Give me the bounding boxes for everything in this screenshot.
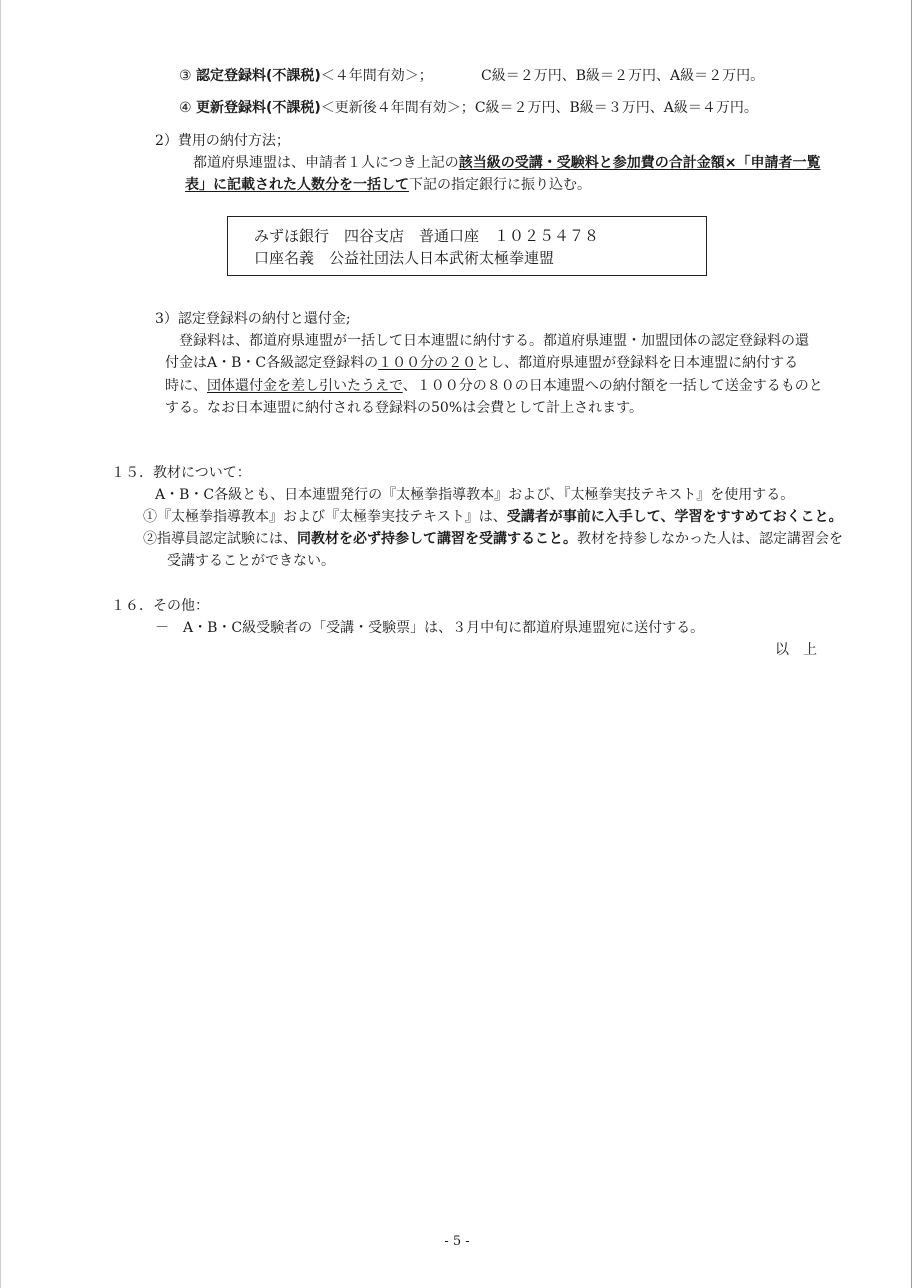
refund-line-2-text-after: とし、都道府県連盟が登録料を日本連盟に納付する xyxy=(476,355,799,371)
refund-line-2-text: 付金はA・B・C各級認定登録料の xyxy=(165,355,379,371)
fee-item-4-amounts: C級＝２万円、B級＝３万円、A級＝４万円。 xyxy=(474,100,758,116)
refund-heading: 3）認定登録料の納付と還付金; xyxy=(155,311,351,327)
payment-line-2-text: 下記の指定銀行に振り込む。 xyxy=(409,177,591,193)
fee-item-4-marker: ④ xyxy=(179,100,192,116)
section-15-line-3-text: ②指導員認定試験には、 xyxy=(143,531,297,547)
payment-line-2 xyxy=(185,175,591,195)
payment-line-2-emphasis: 表」に記載された人数分を一括して xyxy=(185,177,409,193)
refund-line-1: 登録料は、都道府県連盟が一括して日本連盟に納付する。都道府県連盟・加盟団体の認定登録料の還 xyxy=(179,333,809,349)
page-number: - 5 - xyxy=(444,1234,470,1249)
refund-line-3 xyxy=(165,376,823,396)
bank-account-box xyxy=(227,216,707,276)
fee-item-3-validity: ＜４年間有効＞； xyxy=(320,68,433,84)
closing-mark: 以 上 xyxy=(775,642,817,658)
fee-item-4-label: 更新登録料(不課税) xyxy=(196,100,321,116)
payment-line-1-text: 都道府県連盟は、申請者１人につき上記の xyxy=(193,155,459,171)
section-15-line-3-emphasis: 同教材を必ず持参して講習を受講すること。 xyxy=(297,531,577,547)
section-15-line-4: 受講することができない。 xyxy=(167,553,335,569)
section-16-line-1: － A・B・C級受験者の「受講・受験票」は、３月中旬に都道府県連盟宛に送付する。 xyxy=(155,620,705,636)
section-15-line-2-text: ①『太極拳指導教本』および『太極拳実技テキスト』は、 xyxy=(143,509,507,525)
fee-item-3-marker: ③ xyxy=(179,68,192,84)
refund-line-4: する。なお日本連盟に納付される登録料の50%は会費として計上されます。 xyxy=(165,400,643,416)
fee-item-4 xyxy=(179,98,758,118)
refund-line-2-underlined: １００分の２０ xyxy=(378,355,477,371)
refund-line-3-text-after: 、１００分の８０の日本連盟への納付額を一括して送金するものと xyxy=(402,378,823,394)
refund-line-3-underlined: 団体還付金を差し引いたうえで xyxy=(207,378,403,394)
section-15-line-3-text-after: 教材を持参しなかった人は、認定講習会を xyxy=(577,531,843,547)
refund-line-2 xyxy=(165,353,798,373)
bank-account-line: みずほ銀行 四谷支店 普通口座 １０２５４７８ xyxy=(254,227,600,245)
refund-line-3-text: 時に、 xyxy=(165,378,207,394)
payment-line-1 xyxy=(193,153,820,173)
fee-item-4-validity: ＜更新後４年間有効＞； xyxy=(320,100,475,116)
bank-holder-line: 口座名義 公益社団法人日本武術太極拳連盟 xyxy=(254,249,555,267)
section-15-heading: １５．教材について： xyxy=(111,465,251,481)
payment-line-1-emphasis: 該当級の受講・受験料と参加費の合計金額×「申請者一覧 xyxy=(458,155,821,171)
section-15-line-2 xyxy=(143,507,843,527)
fee-item-3 xyxy=(179,66,433,86)
section-16-heading: １６．その他： xyxy=(111,598,209,614)
payment-heading: 2）費用の納付方法； xyxy=(155,133,290,149)
section-15-line-2-emphasis: 受講者が事前に入手して、学習をすすめておくこと。 xyxy=(506,509,843,525)
section-15-line-3 xyxy=(143,529,843,549)
fee-item-3-label: 認定登録料(不課税) xyxy=(196,68,321,84)
section-15-line-1: A・B・C各級とも、日本連盟発行の『太極拳指導教本』および、『太極拳実技テキスト』を使用する。 xyxy=(155,487,795,503)
fee-item-3-amounts: C級＝２万円、B級＝２万円、A級＝２万円。 xyxy=(481,68,765,84)
